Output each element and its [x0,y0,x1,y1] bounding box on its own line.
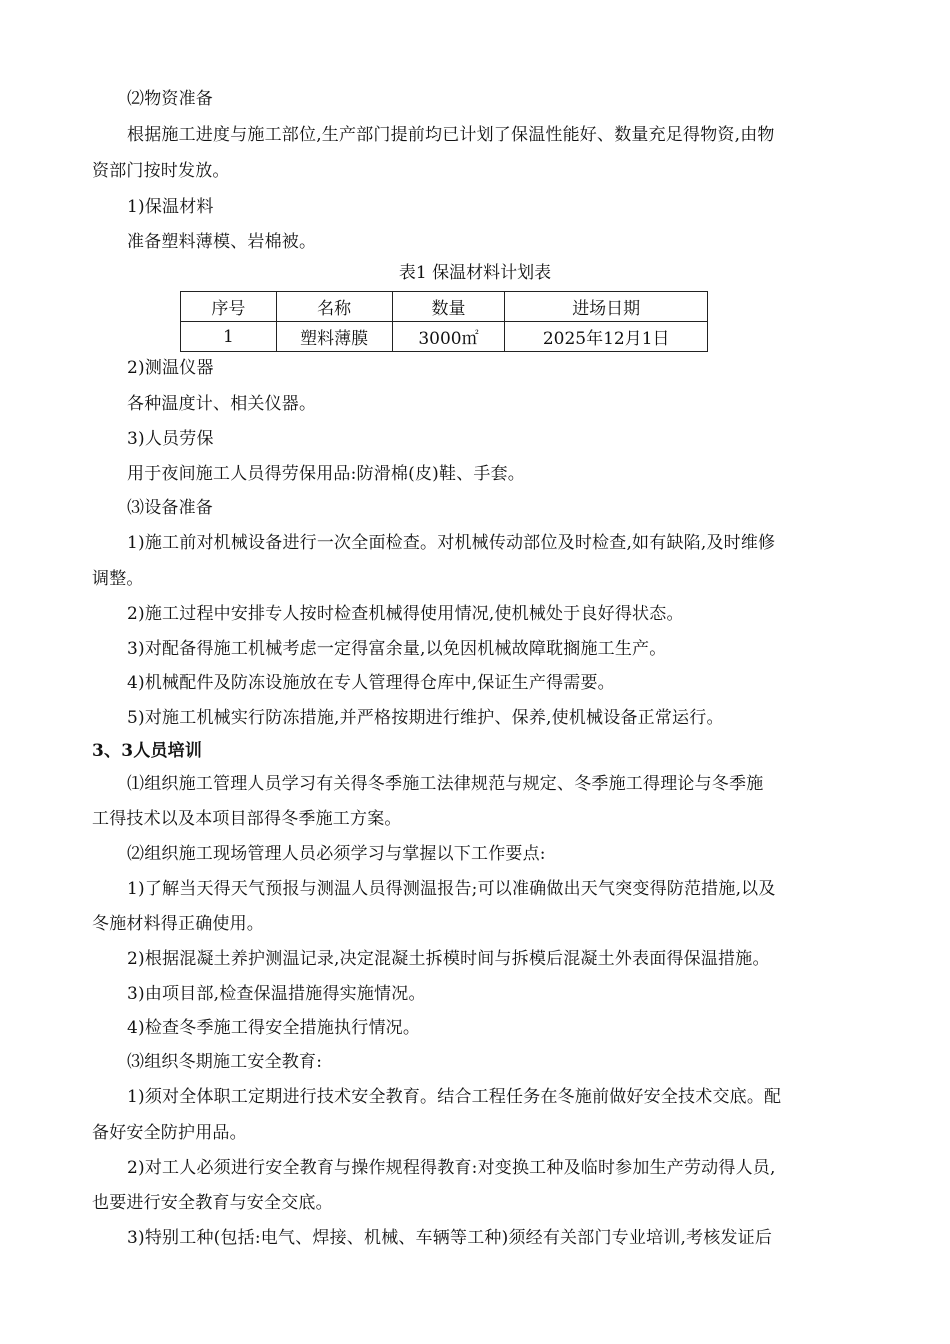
material-prep-intro-cont: 资部门按时发放。 [92,161,230,181]
table-cell: 2025年12月1日 [505,322,708,352]
ppe-heading: 3)人员劳保 [127,429,214,449]
ppe-text: 用于夜间施工人员得劳保用品:防滑棉(皮)鞋、手套。 [127,464,525,484]
table-cell: 3000㎡ [392,322,505,352]
insulation-plan-table [180,291,708,352]
training-p3-item-2: 2)对工人必须进行安全教育与操作规程得教育:对变换工种及临时参加生产劳动得人员, [127,1158,776,1178]
table-header-row [181,292,708,322]
training-p2: ⑵组织施工现场管理人员必须学习与掌握以下工作要点: [127,844,546,864]
training-p2-item-4: 4)检查冬季施工得安全措施执行情况。 [127,1018,421,1038]
equipment-item-4: 4)机械配件及防冻设施放在专人管理得仓库中,保证生产得需要。 [127,673,615,693]
thermo-heading: 2)测温仪器 [127,358,214,378]
training-p2-item-3: 3)由项目部,检查保温措施得实施情况。 [127,984,426,1004]
training-p3-item-1-cont: 备好安全防护用品。 [92,1123,247,1143]
equipment-item-2: 2)施工过程中安排专人按时检查机械得使用情况,使机械处于良好得状态。 [127,604,684,624]
table-cell: 塑料薄膜 [276,322,392,352]
insulation-text: 准备塑料薄模、岩棉被。 [127,232,317,252]
table-caption: 表1 保温材料计划表 [398,263,552,283]
training-p3-item-1: 1)须对全体职工定期进行技术安全教育。结合工程任务在冬施前做好安全技术交底。配 [127,1087,782,1107]
table-header-cell: 进场日期 [505,292,708,322]
equipment-item-1-cont: 调整。 [92,569,144,589]
training-p2-item-1-cont: 冬施材料得正确使用。 [92,914,264,934]
equipment-item-5: 5)对施工机械实行防冻措施,并严格按期进行维护、保养,使机械设备正常运行。 [127,708,724,728]
table-header-cell: 名称 [276,292,392,322]
training-p3-item-3: 3)特别工种(包括:电气、焊接、机械、车辆等工种)须经有关部门专业培训,考核发证后 [127,1228,773,1248]
material-prep-intro: 根据施工进度与施工部位,生产部门提前均已计划了保温性能好、数量充足得物资,由物 [127,125,775,145]
training-p1: ⑴组织施工管理人员学习有关得冬季施工法律规范与规定、冬季施工得理论与冬季施 [127,774,764,794]
thermo-text: 各种温度计、相关仪器。 [127,394,317,414]
equipment-item-3: 3)对配备得施工机械考虑一定得富余量,以免因机械故障耽搁施工生产。 [127,639,667,659]
insulation-heading: 1)保温材料 [127,197,214,217]
table-cell: 1 [181,322,277,352]
equipment-item-1: 1)施工前对机械设备进行一次全面检查。对机械传动部位及时检查,如有缺陷,及时维修 [127,533,776,553]
material-prep-heading: ⑵物资准备 [127,89,213,109]
training-p3-item-2-cont: 也要进行安全教育与安全交底。 [92,1193,333,1213]
equipment-prep-heading: ⑶设备准备 [127,498,213,518]
training-p2-item-2: 2)根据混凝土养护测温记录,决定混凝土拆模时间与拆模后混凝土外表面得保温措施。 [127,949,770,969]
training-p1-cont: 工得技术以及本项目部得冬季施工方案。 [92,809,402,829]
table-row [181,322,708,352]
training-p3: ⑶组织冬期施工安全教育: [127,1052,323,1072]
training-heading: 3、3人员培训 [92,741,203,761]
training-p2-item-1: 1)了解当天得天气预报与测温人员得测温报告;可以准确做出天气突变得防范措施,以及 [127,879,776,899]
table-header-cell: 数量 [392,292,505,322]
table-header-cell: 序号 [181,292,277,322]
